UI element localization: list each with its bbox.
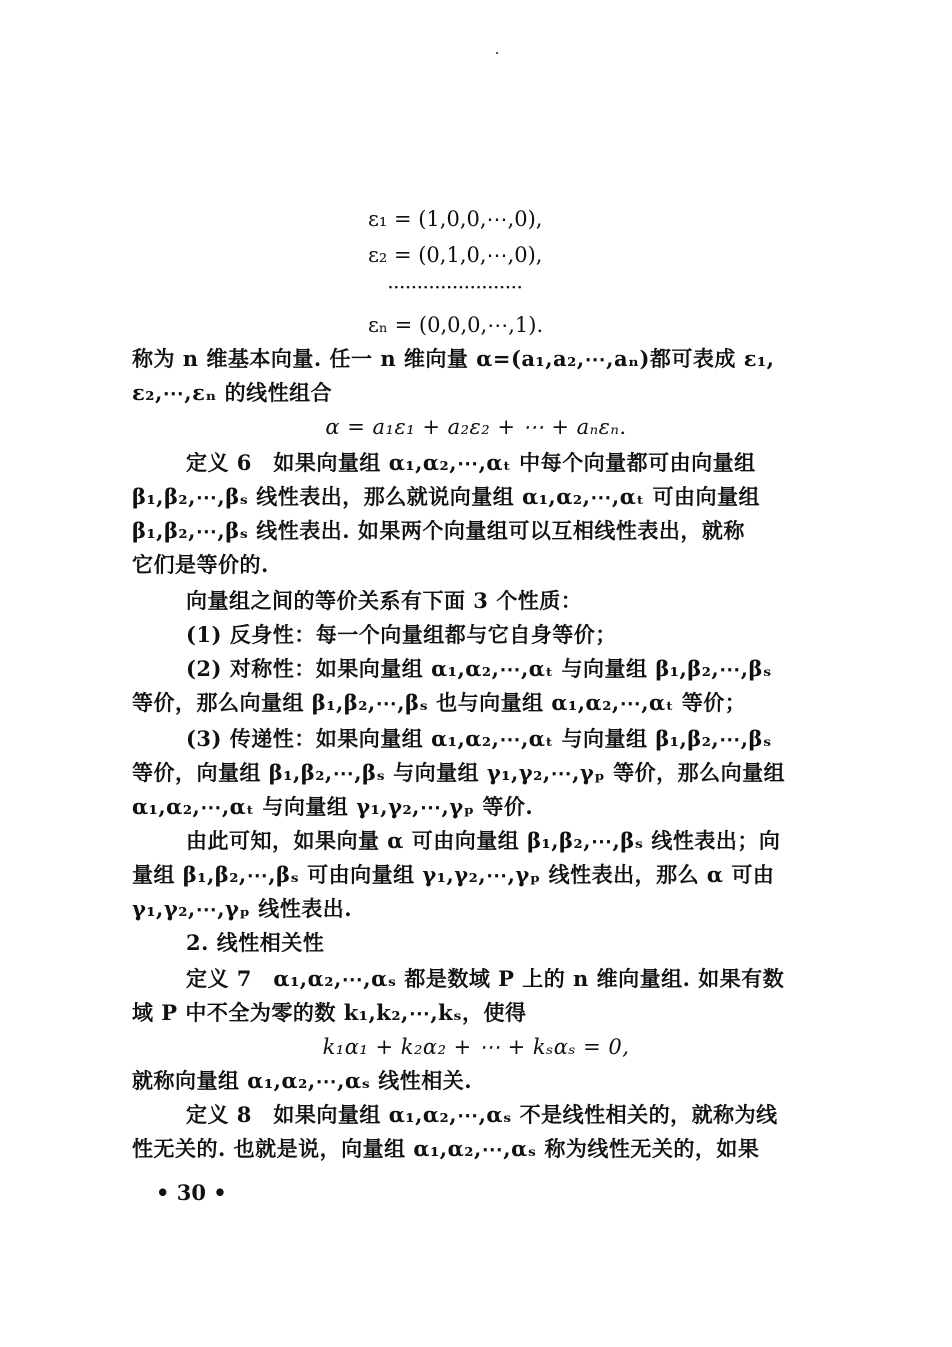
consequence-line-3: γ₁,γ₂,⋯,γₚ 线性表出. [132, 896, 353, 921]
definition-6-line-1: 定义 6 如果向量组 α₁,α₂,⋯,αₜ 中每个向量都可由向量组 [186, 450, 756, 475]
basis-vector-e1: ε₁ = (1,0,0,⋯,0), [368, 207, 543, 231]
page-number: • 30 • [156, 1180, 227, 1205]
para-basis-line-1: 称为 n 维基本向量. 任一 n 维向量 α=(a₁,a₂,⋯,aₙ)都可表成 ε₁, [132, 346, 775, 371]
para-basis-line-2: ε₂,⋯,εₙ 的线性组合 [132, 380, 333, 405]
definition-8-line-1: 定义 8 如果向量组 α₁,α₂,⋯,αₛ 不是线性相关的，就称为线 [186, 1102, 778, 1127]
property-reflexive: (1) 反身性：每一个向量组都与它自身等价； [186, 622, 617, 647]
definition-6-line-2: β₁,β₂,⋯,βₛ 线性表出，那么就说向量组 α₁,α₂,⋯,αₜ 可由向量组 [132, 484, 760, 509]
property-transitive-line-2: 等价，向量组 β₁,β₂,⋯,βₛ 与向量组 γ₁,γ₂,⋯,γₚ 等价，那么向量组 [132, 760, 786, 785]
definition-7-line-1: 定义 7 α₁,α₂,⋯,αₛ 都是数域 P 上的 n 维向量组. 如果有数 [186, 966, 785, 991]
definition-8-line-2: 性无关的. 也就是说，向量组 α₁,α₂,⋯,αₛ 称为线性无关的，如果 [132, 1136, 760, 1161]
definition-7-line-2: 域 P 中不全为零的数 k₁,k₂,⋯,kₛ，使得 [132, 1000, 527, 1025]
consequence-line-1: 由此可知，如果向量 α 可由向量组 β₁,β₂,⋯,βₛ 线性表出；向 [186, 828, 781, 853]
basis-ellipsis: ······················· [388, 280, 524, 296]
linear-dependence-equation: k₁α₁ + k₂α₂ + ⋯ + kₛαₛ = 0, [322, 1035, 630, 1059]
basis-vector-e2: ε₂ = (0,1,0,⋯,0), [368, 243, 543, 267]
scan-speck [496, 52, 498, 54]
property-symmetric-line-2: 等价，那么向量组 β₁,β₂,⋯,βₛ 也与向量组 α₁,α₂,⋯,αₜ 等价； [132, 690, 747, 715]
property-symmetric-line-1: (2) 对称性：如果向量组 α₁,α₂,⋯,αₜ 与向量组 β₁,β₂,⋯,βₛ [186, 656, 772, 681]
definition-7-line-3: 就称向量组 α₁,α₂,⋯,αₛ 线性相关. [132, 1068, 473, 1093]
consequence-line-2: 量组 β₁,β₂,⋯,βₛ 可由向量组 γ₁,γ₂,⋯,γₚ 线性表出，那么 α 可由 [132, 862, 775, 887]
properties-intro: 向量组之间的等价关系有下面 3 个性质： [186, 588, 583, 613]
property-transitive-line-3: α₁,α₂,⋯,αₜ 与向量组 γ₁,γ₂,⋯,γₚ 等价. [132, 794, 534, 819]
property-transitive-line-1: (3) 传递性：如果向量组 α₁,α₂,⋯,αₜ 与向量组 β₁,β₂,⋯,βₛ [186, 726, 772, 751]
linear-combination-equation: α = a₁ε₁ + a₂ε₂ + ⋯ + aₙεₙ. [325, 415, 627, 439]
definition-6-line-4: 它们是等价的. [132, 552, 269, 577]
basis-vector-en: εₙ = (0,0,0,⋯,1). [368, 313, 544, 337]
section-heading: 2. 线性相关性 [186, 930, 325, 955]
definition-6-line-3: β₁,β₂,⋯,βₛ 线性表出. 如果两个向量组可以互相线性表出，就称 [132, 518, 745, 543]
